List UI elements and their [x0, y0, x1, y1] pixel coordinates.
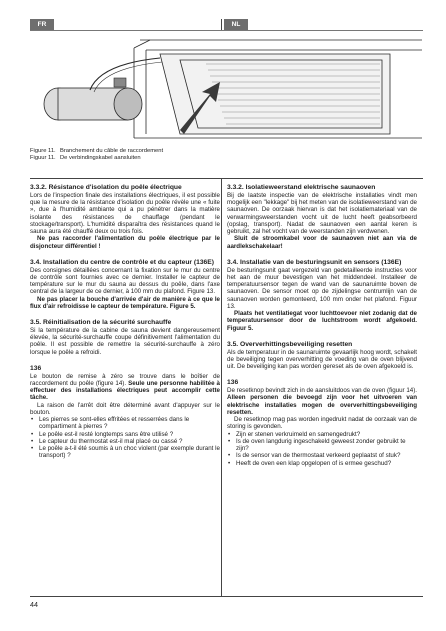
- section-body: De besturingsunit gaat vergezeld van gedetailleerde instructies voor het aan de muur bevestigen van het middendeel. Installeer de temperatuursensor tegen de wand van de saunaruimte boven de saunaoven. De sensor moet op de zijdelingse centrumlijn van de saunaoven worden gemonteerd, 100 mm onder het plafond. Figuur 13.: [227, 266, 417, 310]
- footer-rule: [30, 596, 423, 597]
- checklist: [236, 431, 417, 467]
- list-item: • Zijn er stenen verkruimeld en samengedrukt?: [236, 431, 417, 438]
- column-french: [30, 184, 220, 460]
- header-rule: [30, 30, 423, 31]
- section-title-3-4: 3.4. Installatie van de besturingsunit en sensors (136E): [227, 258, 402, 266]
- column-divider: [221, 178, 222, 596]
- header-divider: [221, 19, 222, 30]
- section-body: Bij de laatste inspectie van de elektrische installaties vindt men mogelijk een "lekkage" bij het meten van de isolatieweerstand van de saunaoven. De oorzaak hiervan is dat het isolatiemateriaal van de verwarmingsweerstanden vocht uit de lucht heeft geabsorbeerd (opslag, transport). Nadat de saunaoven een aantal keren is gebruikt, zal het vocht van de weerstanden zijn verdwenen.: [227, 191, 417, 236]
- section-title-3-5: 3.5. Oververhittingsbeveiliging resetten: [227, 340, 353, 348]
- section-title-3-5: 3.5. Réinitialisation de la sécurité surchauffe: [30, 319, 172, 327]
- section-body: Als de temperatuur in de saunaruimte gevaarlijk hoog wordt, schakelt de beveiliging tegen oververhitting de voeding van de oven blijvend uit. De beveiliging kan pas worden gereset als de oven afgekoeld is.: [227, 348, 417, 371]
- section-warning: Ne pas placer la bouche d'arrivée d'air de manière à ce que le flux d'air refroidisse le capteur de température. Figure 5.: [30, 295, 220, 310]
- list-item: • Le poêle a-t-il été soumis à un choc violent (par exemple durant le transport) ?: [39, 445, 220, 460]
- caption-text: Branchement du câble de raccordement: [60, 148, 164, 154]
- section-body: [227, 387, 417, 416]
- body-text-bold: Seule une personne habilitée à effectuer des installations électriques peut accomplir cette tâche.: [30, 379, 220, 402]
- figure-11-illustration: [30, 34, 423, 144]
- checklist: [39, 416, 220, 460]
- caption-number: Figuur 11.: [30, 155, 56, 161]
- caption-text: De verbindingskabel aansluiten: [60, 155, 141, 161]
- list-item: • Is de oven langdurig ingeschakeld geweest zonder gebruikt te zijn?: [236, 438, 417, 453]
- list-item: • Les pierres se sont-elles effritées et resserrées dans le compartiment à pierres ?: [39, 416, 220, 431]
- figure-caption-fr: [30, 148, 163, 155]
- section-title-3-3-2: 3.3.2. Isolatieweerstand elektrische saunaoven: [227, 184, 376, 191]
- language-tab-fr: FR: [30, 19, 54, 30]
- list-item: • Le poêle est-il resté longtemps sans être utilisé ?: [39, 431, 220, 438]
- section-title-3-4: 3.4. Installation du centre de contrôle et du capteur (136E): [30, 258, 214, 266]
- section-warning: Plaats het ventilatiegat voor luchttoevoer niet zodanig dat de temperatuursensor door de luchtstroom wordt afgekoeld. Figuur 5.: [227, 310, 417, 332]
- model-heading-136: 136: [227, 379, 239, 387]
- section-rule: [30, 178, 423, 179]
- section-body: Si la température de la cabine de sauna devient dangereusement élevée, la sécurité-surchauffe coupe définitivement l'alimentation du poêle. Il est possible de remettre la sécurité-surchauffe à zéro lorsque le poêle a refroidi.: [30, 326, 220, 356]
- list-item: • Is de sensor van de thermostaat verkeerd geplaatst of stuk?: [236, 452, 417, 459]
- caption-number: Figure 11.: [30, 148, 56, 154]
- language-tab-nl: NL: [224, 19, 248, 30]
- body-text: Le bouton de remise à zéro se trouve dans le boîtier de raccordement du poêle (figure 14).: [30, 372, 220, 387]
- heater-cable-drawing: [30, 34, 423, 144]
- section-warning: Sluit de stroomkabel voor de saunaoven niet aan via de aardlekschakelaar!: [227, 235, 417, 250]
- list-item: • Heeft de oven een klap opgelopen of is ermee geschud?: [236, 460, 417, 467]
- list-item: • Le capteur du thermostat est-il mal placé ou cassé ?: [39, 438, 220, 445]
- body-text: De resetknop bevindt zich in de aansluitdoos van de oven (figuur 14).: [227, 387, 417, 395]
- section-body: Lors de l'inspection finale des installations électriques, il est possible que la mesure de la résistance d'isolation du poêle révèle une « fuite », due à l'humidité ambiante qui a pu pénétrer dans la matière isolante des résistances de chauffage (pendant le stockage/transport). L'humidité disparaîtra des résistances quand le sauna aura été chauffé deux ou trois fois.: [30, 191, 220, 236]
- page-number: 44: [30, 600, 38, 609]
- body-text-bold: Alleen personen die bevoegd zijn voor het uitvoeren van elektrische installaties mogen de oververhittingsbeveiliging resetten.: [227, 394, 417, 416]
- section-title-3-3-2: 3.3.2. Résistance d'isolation du poêle électrique: [30, 184, 182, 191]
- section-body: [30, 373, 220, 402]
- figure-caption-nl: [30, 155, 141, 162]
- column-dutch: [227, 184, 417, 467]
- section-body: Des consignes détaillées concernant la fixation sur le mur du centre de contrôle sont fournies avec ce dernier. Installer le capteur de température sur le mur du sauna au dessus du poêle, dans l'axe central de la largeur de ce dernier, à 100 mm du plafond. Figure 13.: [30, 266, 220, 296]
- section-intro: De resetknop mag pas worden ingedrukt nadat de oorzaak van de storing is gevonden.: [227, 416, 417, 431]
- section-intro: La raison de l'arrêt doit être déterminé avant d'appuyer sur le bouton.: [30, 401, 220, 416]
- section-warning: Ne pas raccorder l'alimentation du poêle électrique par le disjoncteur différentiel !: [30, 235, 220, 250]
- model-heading-136: 136: [30, 364, 42, 372]
